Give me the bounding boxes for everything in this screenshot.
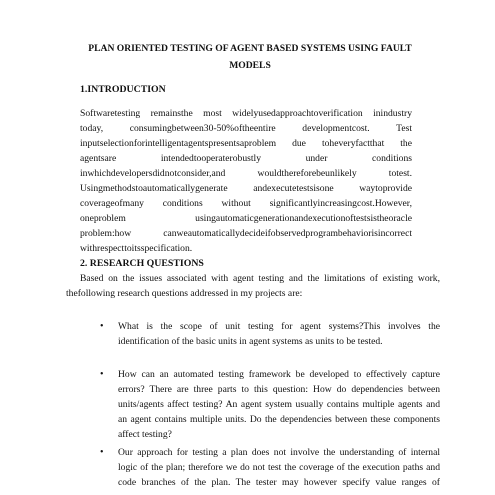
bullet-line: Our approach for testing a plan does not involve the understanding of internal (118, 447, 440, 458)
research-intro-line: thefollowing research questions addressed in my projects are: (66, 288, 303, 299)
bullet-line: How can an automated testing framework be developed to effectively capture (118, 369, 440, 380)
bullet-icon: • (100, 447, 104, 458)
intro-line: Usingmethodstoautomaticallygenerate andexecutetestsisone waytoprovide (80, 183, 412, 194)
research-intro-line: Based on the issues associated with agent testing and the limitations of existing work, (80, 273, 440, 284)
intro-line: withrespecttoitsspecification. (80, 243, 193, 254)
document-title (60, 40, 440, 74)
bullet-line: code branches of the plan. The tester may however specify value ranges of (118, 477, 440, 488)
introduction-heading: 1.INTRODUCTION (80, 84, 166, 95)
intro-line: inputselectionforintelligentagentspresentsaproblem due toheveryfactthat the (80, 138, 412, 149)
bullet-icon: • (100, 321, 104, 332)
intro-line: problem:how canweautomaticallydecideifobservedprogrambehaviorisincorrect (80, 228, 412, 239)
bullet-line: logic of the plan; therefore we do not test the coverage of the execution paths and (118, 462, 440, 473)
intro-line: coverageofmany conditions without significantlyincreasingcost.However, (80, 198, 412, 209)
title-line-2: MODELS (229, 60, 271, 71)
bullet-line: errors? There are three parts to this question: How do dependencies between (118, 384, 440, 395)
title-line-1: PLAN ORIENTED TESTING OF AGENT BASED SYSTEMS USING FAULT (88, 43, 412, 54)
intro-line: inwhichdevelopersdidnotconsider,and wouldthereforebeunlikely totest. (80, 168, 412, 179)
bullet-icon: • (100, 369, 104, 380)
bullet-line: identification of the basic units in agent systems as units to be tested. (118, 336, 383, 347)
bullet-line: units/agents affect testing? An agent system usually contains multiple agents and (118, 399, 440, 410)
research-questions-heading: 2. RESEARCH QUESTIONS (80, 258, 204, 269)
bullet-line: What is the scope of unit testing for agent systems?This involves the (118, 321, 440, 332)
intro-line: Softwaretesting remainsthe most widelyusedapproachtoverification inindustry (80, 108, 412, 119)
bullet-line: an agent contains multiple units. Do the dependencies between these components (118, 414, 440, 425)
bullet-line: affect testing? (118, 429, 172, 440)
intro-line: today, consumingbetween30-50%oftheentire developmentcost. Test (80, 123, 412, 134)
intro-line: oneproblem usingautomaticgenerationandexecutionoftestsistheoracle (80, 213, 412, 224)
intro-line: agentsare intendedtooperaterobustly under conditions (80, 153, 412, 164)
